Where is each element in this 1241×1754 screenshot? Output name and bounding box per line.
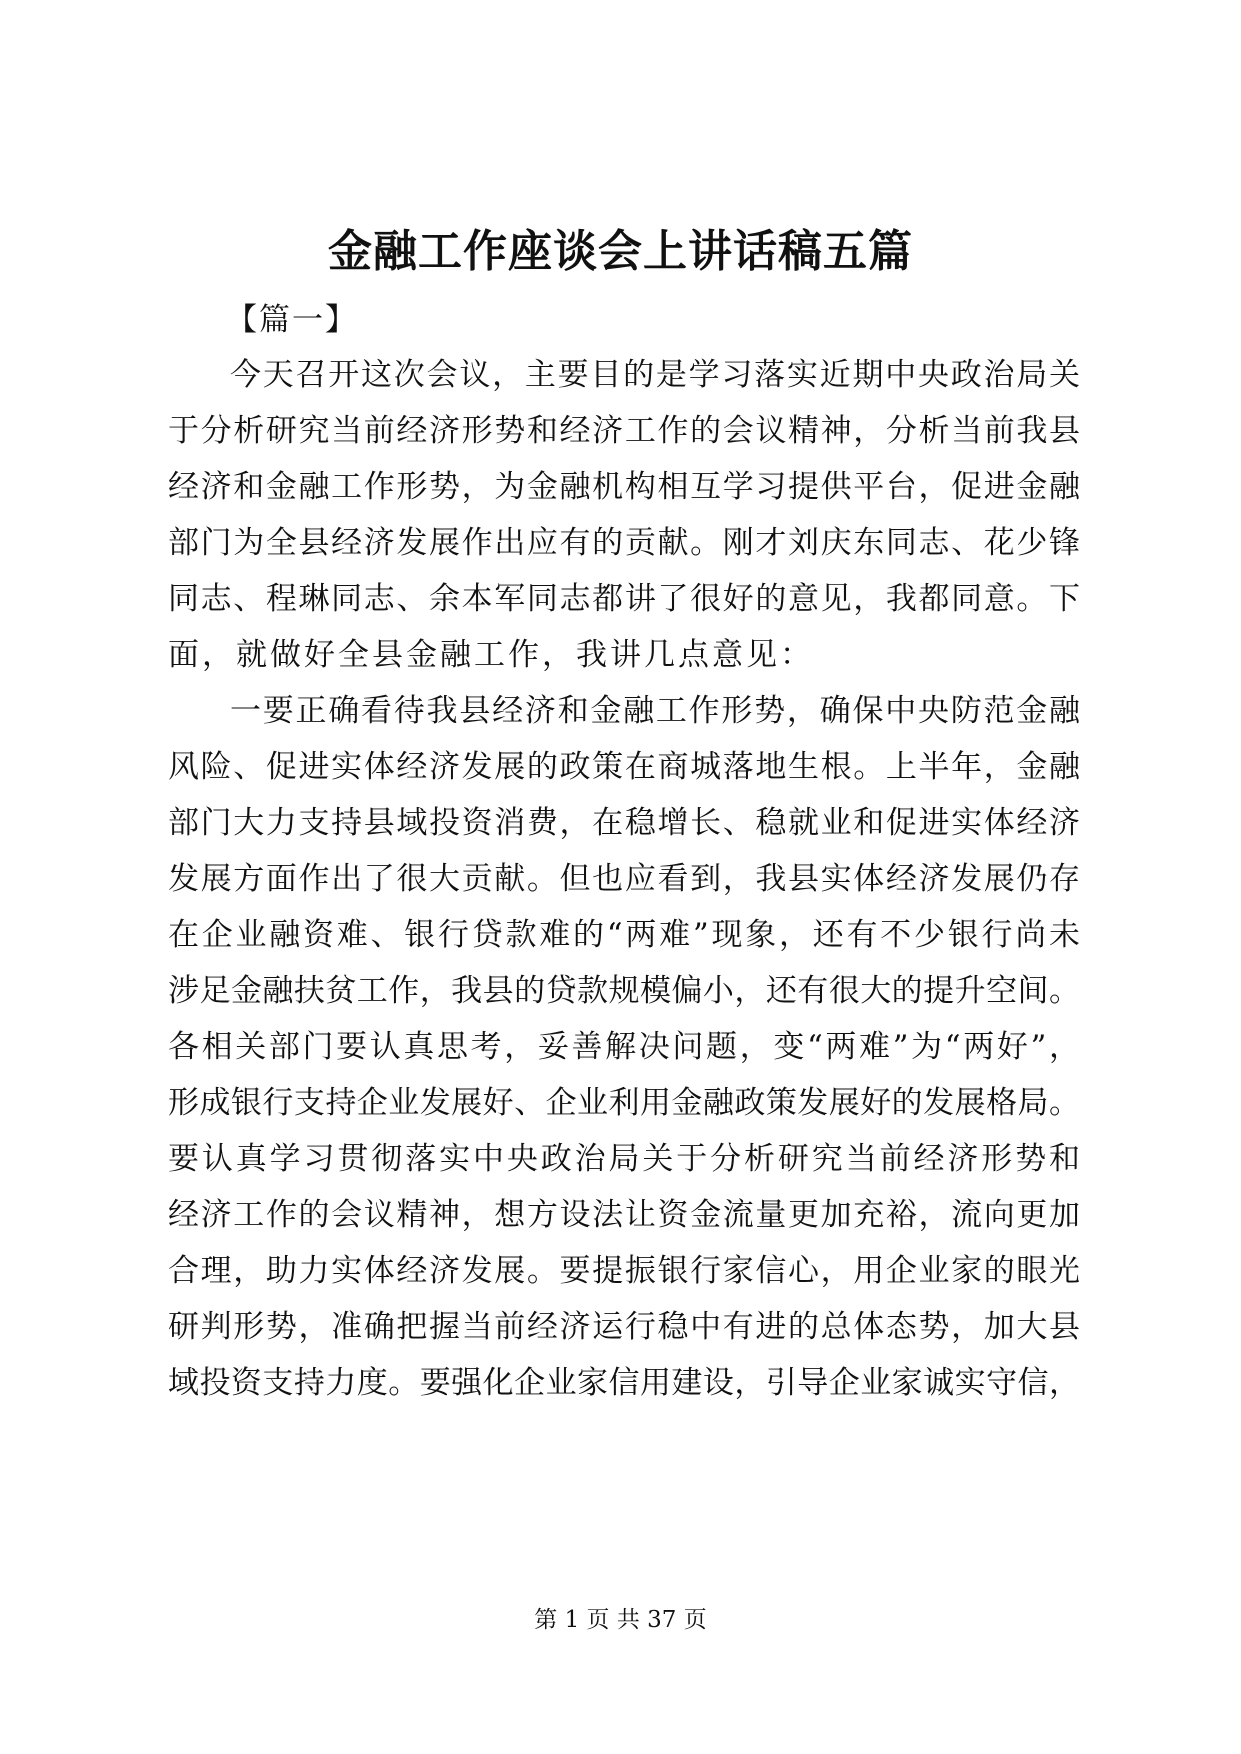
paragraph-line: 形成银行支持企业发展好、企业利用金融政策发展好的发展格局。 — [168, 1085, 1080, 1121]
paragraph-line: 经济和金融工作形势，为金融机构相互学习提供平台，促进金融 — [168, 469, 1080, 505]
section-label: 【篇一】 — [226, 302, 358, 338]
paragraph-line: 合理，助力实体经济发展。要提振银行家信心，用企业家的眼光 — [168, 1253, 1080, 1289]
paragraph-line: 发展方面作出了很大贡献。但也应看到，我县实体经济发展仍存 — [168, 861, 1080, 897]
paragraph-line: 一要正确看待我县经济和金融工作形势，确保中央防范金融 — [230, 693, 1080, 729]
paragraph-line: 今天召开这次会议，主要目的是学习落实近期中央政治局关 — [230, 357, 1080, 393]
paragraph-line: 部门为全县经济发展作出应有的贡献。刚才刘庆东同志、花少锋 — [168, 525, 1080, 561]
paragraph-line: 域投资支持力度。要强化企业家信用建设，引导企业家诚实守信， — [168, 1365, 1080, 1401]
document-title: 金融工作座谈会上讲话稿五篇 — [328, 226, 913, 277]
paragraph-line: 部门大力支持县域投资消费，在稳增长、稳就业和促进实体经济 — [168, 805, 1080, 841]
paragraph-line: 风险、促进实体经济发展的政策在商城落地生根。上半年，金融 — [168, 749, 1080, 785]
page-footer: 第 1 页 共 37 页 — [534, 1607, 707, 1633]
paragraph-line: 各相关部门要认真思考，妥善解决问题，变“两难”为“两好”， — [168, 1029, 1080, 1065]
paragraph-line: 研判形势，准确把握当前经济运行稳中有进的总体态势，加大县 — [168, 1309, 1080, 1345]
paragraph-line: 要认真学习贯彻落实中央政治局关于分析研究当前经济形势和 — [168, 1141, 1080, 1177]
paragraph-line: 涉足金融扶贫工作，我县的贷款规模偏小，还有很大的提升空间。 — [168, 973, 1080, 1009]
paragraph-line: 经济工作的会议精神，想方设法让资金流量更加充裕，流向更加 — [168, 1197, 1080, 1233]
paragraph-line: 于分析研究当前经济形势和经济工作的会议精神，分析当前我县 — [168, 413, 1080, 449]
paragraph-line: 面，就做好全县金融工作，我讲几点意见： — [168, 637, 814, 673]
paragraph-line: 同志、程琳同志、余本军同志都讲了很好的意见，我都同意。下 — [168, 581, 1080, 617]
paragraph-line: 在企业融资难、银行贷款难的“两难”现象，还有不少银行尚未 — [168, 917, 1080, 953]
